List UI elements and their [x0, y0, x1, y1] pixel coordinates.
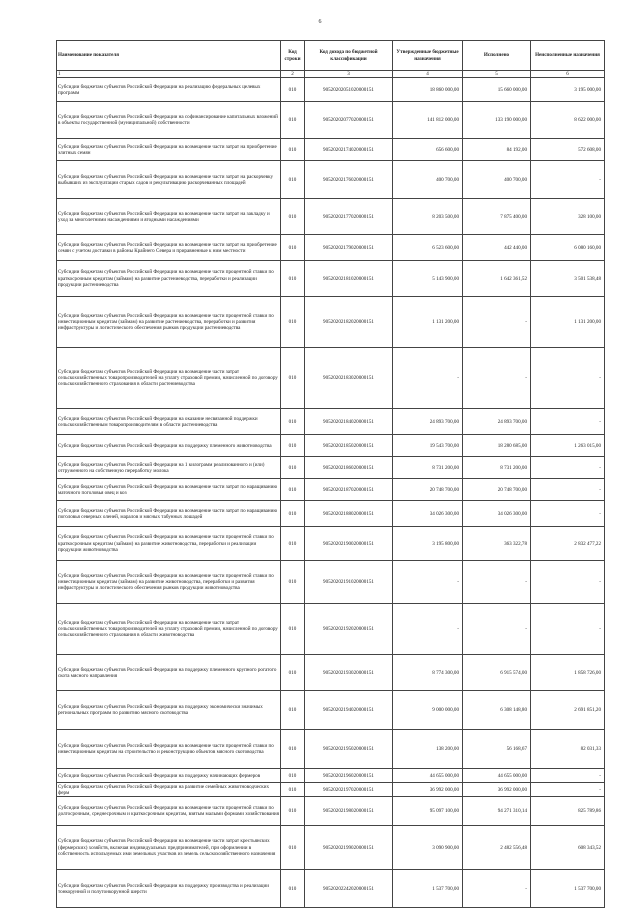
row-line-code: 010 [281, 655, 305, 691]
row-executed: 8 731 200,00 [463, 457, 531, 479]
row-executed: 6 915 574,00 [463, 655, 531, 691]
row-income-code: 90520202190020000151 [305, 527, 393, 561]
row-name: Субсидии бюджетам субъектов Российской Федерации на возмещение части процентной ставки по инвестиционным кредитам (займам) на развитие растениеводства, переработки и развития инфраструктуры и логистического обеспечения рынков продукции растениеводства [57, 297, 281, 348]
row-approved: 3 090 900,00 [393, 826, 463, 870]
row-name: Субсидии бюджетам субъектов Российской Федерации на возмещение части процентной ставки по краткосрочным кредитам (займам) на развитие животноводства, переработки и реализации продукции животноводства [57, 527, 281, 561]
row-name: Субсидии бюджетам субъектов Российской Федерации на софинансирование капитальных вложений в объекты государственной (муниципальной) собственности [57, 102, 281, 139]
row-unexecuted: 3 195 000,00 [531, 78, 605, 102]
table-row [57, 479, 605, 501]
row-name: Субсидии бюджетам субъектов Российской Федерации на возмещение части процентной ставки по инвестиционным кредитам (займам) на развитие животноводства, переработки и развития инфраструктуры и логистического обеспечения рынков продукции животноводства [57, 561, 281, 604]
row-approved: 1 537 700,00 [393, 870, 463, 908]
row-approved: 5 143 900,00 [393, 261, 463, 297]
row-income-code: 90520202176020000151 [305, 161, 393, 199]
row-name: Субсидии бюджетам субъектов Российской Федерации на поддержку производства и реализации тонкорунной и полутонкорунной шерсти [57, 870, 281, 908]
column-number: 4 [393, 71, 463, 78]
row-unexecuted: - [531, 783, 605, 797]
table-row [57, 199, 605, 235]
column-number: 3 [305, 71, 393, 78]
header-unexecuted: Неисполненные назначения [531, 41, 605, 71]
row-income-code: 90520202185020000151 [305, 435, 393, 457]
table-row [57, 655, 605, 691]
row-name: Субсидии бюджетам субъектов Российской Федерации на поддержку начинающих фермеров [57, 769, 281, 783]
row-executed: 44 655 000,00 [463, 769, 531, 783]
row-line-code: 010 [281, 139, 305, 161]
row-executed: 24 893 700,00 [463, 409, 531, 435]
row-line-code: 010 [281, 691, 305, 730]
row-name: Субсидии бюджетам субъектов Российской Федерации на возмещение части затрат на приобретение семян с учетом доставки в районы Крайнего Севера и приравненные к ним местности [57, 235, 281, 261]
row-executed: - [463, 604, 531, 655]
row-executed: - [463, 297, 531, 348]
row-income-code: 90520202182020000151 [305, 297, 393, 348]
row-income-code: 90520202242020000151 [305, 870, 393, 908]
budget-table [56, 40, 605, 908]
row-unexecuted: 825 789,86 [531, 797, 605, 826]
row-approved: - [393, 604, 463, 655]
row-executed: 7 875 400,00 [463, 199, 531, 235]
column-number: 6 [531, 71, 605, 78]
row-executed: 20 748 700,00 [463, 479, 531, 501]
row-approved: 36 992 000,00 [393, 783, 463, 797]
row-approved: 6 523 600,00 [393, 235, 463, 261]
row-name: Субсидии бюджетам субъектов Российской Федерации на возмещение части затрат по наращиванию поголовья северных оленей, маралов и мясных табунных лошадей [57, 501, 281, 527]
row-income-code: 90520202192020000151 [305, 604, 393, 655]
row-approved: 400 700,00 [393, 161, 463, 199]
row-name: Субсидии бюджетам субъектов Российской Федерации на возмещение части процентной ставки по инвестиционным кредитам на строительство и реконструкцию объектов мясного скотоводства [57, 730, 281, 769]
row-executed: 363 322,78 [463, 527, 531, 561]
header-line-code: Код строки [281, 41, 305, 71]
row-income-code: 90520202179020000151 [305, 235, 393, 261]
row-line-code: 010 [281, 797, 305, 826]
row-name: Субсидии бюджетам субъектов Российской Федерации на реализацию федеральных целевых программ [57, 78, 281, 102]
row-name: Субсидии бюджетам субъектов Российской Федерации на возмещение части затрат на приобретение элитных семян [57, 139, 281, 161]
row-unexecuted: 1 131 200,00 [531, 297, 605, 348]
row-income-code: 90520202195020000151 [305, 730, 393, 769]
column-number: 2 [281, 71, 305, 78]
row-approved: 18 860 000,00 [393, 78, 463, 102]
table-row [57, 139, 605, 161]
row-unexecuted: 3 501 538,48 [531, 261, 605, 297]
row-line-code: 010 [281, 102, 305, 139]
row-approved: - [393, 348, 463, 409]
row-unexecuted: 2 691 851,20 [531, 691, 605, 730]
row-executed: - [463, 870, 531, 908]
header-income-code: Код дохода по бюджетной классификации [305, 41, 393, 71]
row-line-code: 010 [281, 199, 305, 235]
row-unexecuted: - [531, 604, 605, 655]
table-row [57, 409, 605, 435]
row-approved: - [393, 561, 463, 604]
row-executed: 442 440,00 [463, 235, 531, 261]
row-unexecuted: - [531, 769, 605, 783]
row-line-code: 010 [281, 297, 305, 348]
row-line-code: 010 [281, 783, 305, 797]
table-row [57, 435, 605, 457]
row-approved: 8 774 300,00 [393, 655, 463, 691]
row-name: Субсидии бюджетам субъектов Российской Федерации на возмещение части процентной ставки по краткосрочным кредитам (займам) на развитие растениеводства, переработки и реализации продукции растениеводства [57, 261, 281, 297]
table-row [57, 769, 605, 783]
table-row [57, 501, 605, 527]
row-executed: - [463, 348, 531, 409]
header-row [57, 41, 605, 71]
row-name: Субсидии бюджетам субъектов Российской Федерации на возмещение части затрат на раскорчевку выбывших из эксплуатации старых садов и рекультивацию раскорчеванных площадей [57, 161, 281, 199]
table-row [57, 691, 605, 730]
row-income-code: 90520202174020000151 [305, 139, 393, 161]
table-row [57, 561, 605, 604]
row-line-code: 010 [281, 235, 305, 261]
table-row [57, 826, 605, 870]
row-line-code: 010 [281, 261, 305, 297]
row-executed: 1 642 361,52 [463, 261, 531, 297]
table-row [57, 102, 605, 139]
table-row [57, 870, 605, 908]
row-line-code: 010 [281, 730, 305, 769]
row-name: Субсидии бюджетам субъектов Российской Федерации на поддержку экономически значимых региональных программ по развитию мясного скотоводства [57, 691, 281, 730]
row-line-code: 010 [281, 527, 305, 561]
row-approved: 9 000 000,00 [393, 691, 463, 730]
row-approved: 95 097 100,00 [393, 797, 463, 826]
row-approved: 141 812 000,00 [393, 102, 463, 139]
row-line-code: 010 [281, 409, 305, 435]
row-unexecuted: - [531, 457, 605, 479]
row-income-code: 90520202186020000151 [305, 457, 393, 479]
table-row [57, 261, 605, 297]
row-approved: 19 543 700,00 [393, 435, 463, 457]
row-executed: - [463, 561, 531, 604]
table-row [57, 797, 605, 826]
row-unexecuted: - [531, 348, 605, 409]
row-approved: 34 026 300,00 [393, 501, 463, 527]
table-row [57, 235, 605, 261]
row-approved: 138 200,00 [393, 730, 463, 769]
row-line-code: 010 [281, 78, 305, 102]
row-line-code: 010 [281, 826, 305, 870]
row-line-code: 010 [281, 457, 305, 479]
row-executed: 400 700,00 [463, 161, 531, 199]
row-line-code: 010 [281, 604, 305, 655]
row-name: Субсидии бюджетам субъектов Российской Федерации на оказание несвязанной поддержки сельскохозяйственным товаропроизводителям в области растениеводства [57, 409, 281, 435]
row-executed: 94 271 310,14 [463, 797, 531, 826]
row-income-code: 90520202196020000151 [305, 769, 393, 783]
row-income-code: 90520202193020000151 [305, 655, 393, 691]
row-line-code: 010 [281, 479, 305, 501]
row-name: Субсидии бюджетам субъектов Российской Федерации на развитие семейных животноводческих ферм [57, 783, 281, 797]
row-name: Субсидии бюджетам субъектов Российской Федерации на возмещение части затрат сельскохозяйственных товаропроизводителей на уплату страховой премии, начисленной по договору сельскохозяйственного страхования в области растениеводства [57, 348, 281, 409]
row-name: Субсидии бюджетам субъектов Российской Федерации на поддержку племенного крупного рогатого скота мясного направления [57, 655, 281, 691]
row-name: Субсидии бюджетам субъектов Российской Федерации на поддержку племенного животноводства [57, 435, 281, 457]
row-approved: 20 748 700,00 [393, 479, 463, 501]
table-row [57, 297, 605, 348]
header-approved: Утвержденные бюджетные назначения [393, 41, 463, 71]
row-approved: 656 600,00 [393, 139, 463, 161]
table-row [57, 348, 605, 409]
row-unexecuted: 572 608,00 [531, 139, 605, 161]
table-row [57, 604, 605, 655]
row-approved: 8 731 200,00 [393, 457, 463, 479]
row-executed: 56 168,67 [463, 730, 531, 769]
row-unexecuted: - [531, 409, 605, 435]
row-name: Субсидии бюджетам субъектов Российской Федерации на 1 килограмм реализованного и (или) отгруженного на собственную переработку молока [57, 457, 281, 479]
table-row [57, 457, 605, 479]
row-approved: 8 203 500,00 [393, 199, 463, 235]
column-number: 5 [463, 71, 531, 78]
table-row [57, 730, 605, 769]
row-executed: 18 280 685,00 [463, 435, 531, 457]
row-approved: 3 195 800,00 [393, 527, 463, 561]
row-unexecuted: 1 858 726,00 [531, 655, 605, 691]
row-income-code: 90520202077020000151 [305, 102, 393, 139]
row-income-code: 90520202194020000151 [305, 691, 393, 730]
row-executed: 133 190 000,00 [463, 102, 531, 139]
row-unexecuted: - [531, 479, 605, 501]
row-income-code: 90520202191020000151 [305, 561, 393, 604]
row-line-code: 010 [281, 435, 305, 457]
row-executed: 2 482 556,48 [463, 826, 531, 870]
row-name: Субсидии бюджетам субъектов Российской Федерации на возмещение части затрат сельскохозяйственных товаропроизводителей на уплату страховой премии, начисленной по договору сельскохозяйственного страхования в области животноводства [57, 604, 281, 655]
row-income-code: 90520202187020000151 [305, 479, 393, 501]
table-row [57, 161, 605, 199]
row-approved: 44 655 000,00 [393, 769, 463, 783]
row-income-code: 90520202181020000151 [305, 261, 393, 297]
row-unexecuted: 6 080 160,00 [531, 235, 605, 261]
row-income-code: 90520202051020000151 [305, 78, 393, 102]
row-unexecuted: 328 100,00 [531, 199, 605, 235]
row-line-code: 010 [281, 561, 305, 604]
row-approved: 24 893 700,00 [393, 409, 463, 435]
table-row [57, 783, 605, 797]
page-number: 6 [318, 19, 322, 25]
row-name: Субсидии бюджетам субъектов Российской Федерации на возмещение части затрат по наращиванию маточного поголовья овец и коз [57, 479, 281, 501]
row-income-code: 90520202188020000151 [305, 501, 393, 527]
table-row [57, 527, 605, 561]
row-approved: 1 131 200,00 [393, 297, 463, 348]
row-executed: 6 308 148,80 [463, 691, 531, 730]
row-executed: 34 026 300,00 [463, 501, 531, 527]
table-row [57, 78, 605, 102]
table-body [57, 78, 605, 908]
row-executed: 36 992 000,00 [463, 783, 531, 797]
row-line-code: 010 [281, 870, 305, 908]
row-unexecuted: - [531, 561, 605, 604]
column-number: 1 [57, 71, 281, 78]
row-income-code: 90520202199020000151 [305, 826, 393, 870]
row-income-code: 90520202183020000151 [305, 348, 393, 409]
row-line-code: 010 [281, 769, 305, 783]
row-income-code: 90520202198020000151 [305, 797, 393, 826]
row-unexecuted: - [531, 501, 605, 527]
row-unexecuted: 2 832 477,22 [531, 527, 605, 561]
row-income-code: 90520202184020000151 [305, 409, 393, 435]
row-executed: 84 192,00 [463, 139, 531, 161]
row-unexecuted: 608 343,52 [531, 826, 605, 870]
row-unexecuted: 8 622 000,00 [531, 102, 605, 139]
row-line-code: 010 [281, 161, 305, 199]
row-income-code: 90520202197020000151 [305, 783, 393, 797]
header-indicator: Наименование показателя [57, 41, 281, 71]
row-unexecuted: 1 263 015,00 [531, 435, 605, 457]
row-line-code: 010 [281, 348, 305, 409]
header-executed: Исполнено [463, 41, 531, 71]
column-number-row [57, 71, 605, 78]
row-executed: 15 660 000,00 [463, 78, 531, 102]
row-unexecuted: 1 537 700,00 [531, 870, 605, 908]
row-name: Субсидии бюджетам субъектов Российской Федерации на возмещение части затрат крестьянских (фермерских) хозяйств, включая индивидуальных предпринимателей, при оформлении в собственность используемых ими земельных участков из земель сельскохозяйственного назначения [57, 826, 281, 870]
row-income-code: 90520202177020000151 [305, 199, 393, 235]
row-unexecuted: 82 031,33 [531, 730, 605, 769]
row-name: Субсидии бюджетам субъектов Российской Федерации на возмещение части затрат на закладку и уход за многолетними насаждениями и ягодными насаждениями [57, 199, 281, 235]
row-line-code: 010 [281, 501, 305, 527]
row-unexecuted: - [531, 161, 605, 199]
row-name: Субсидии бюджетам субъектов Российской Федерации на возмещение части процентной ставки по долгосрочным, среднесрочным и краткосрочным кредитам, взятым малыми формами хозяйствования [57, 797, 281, 826]
